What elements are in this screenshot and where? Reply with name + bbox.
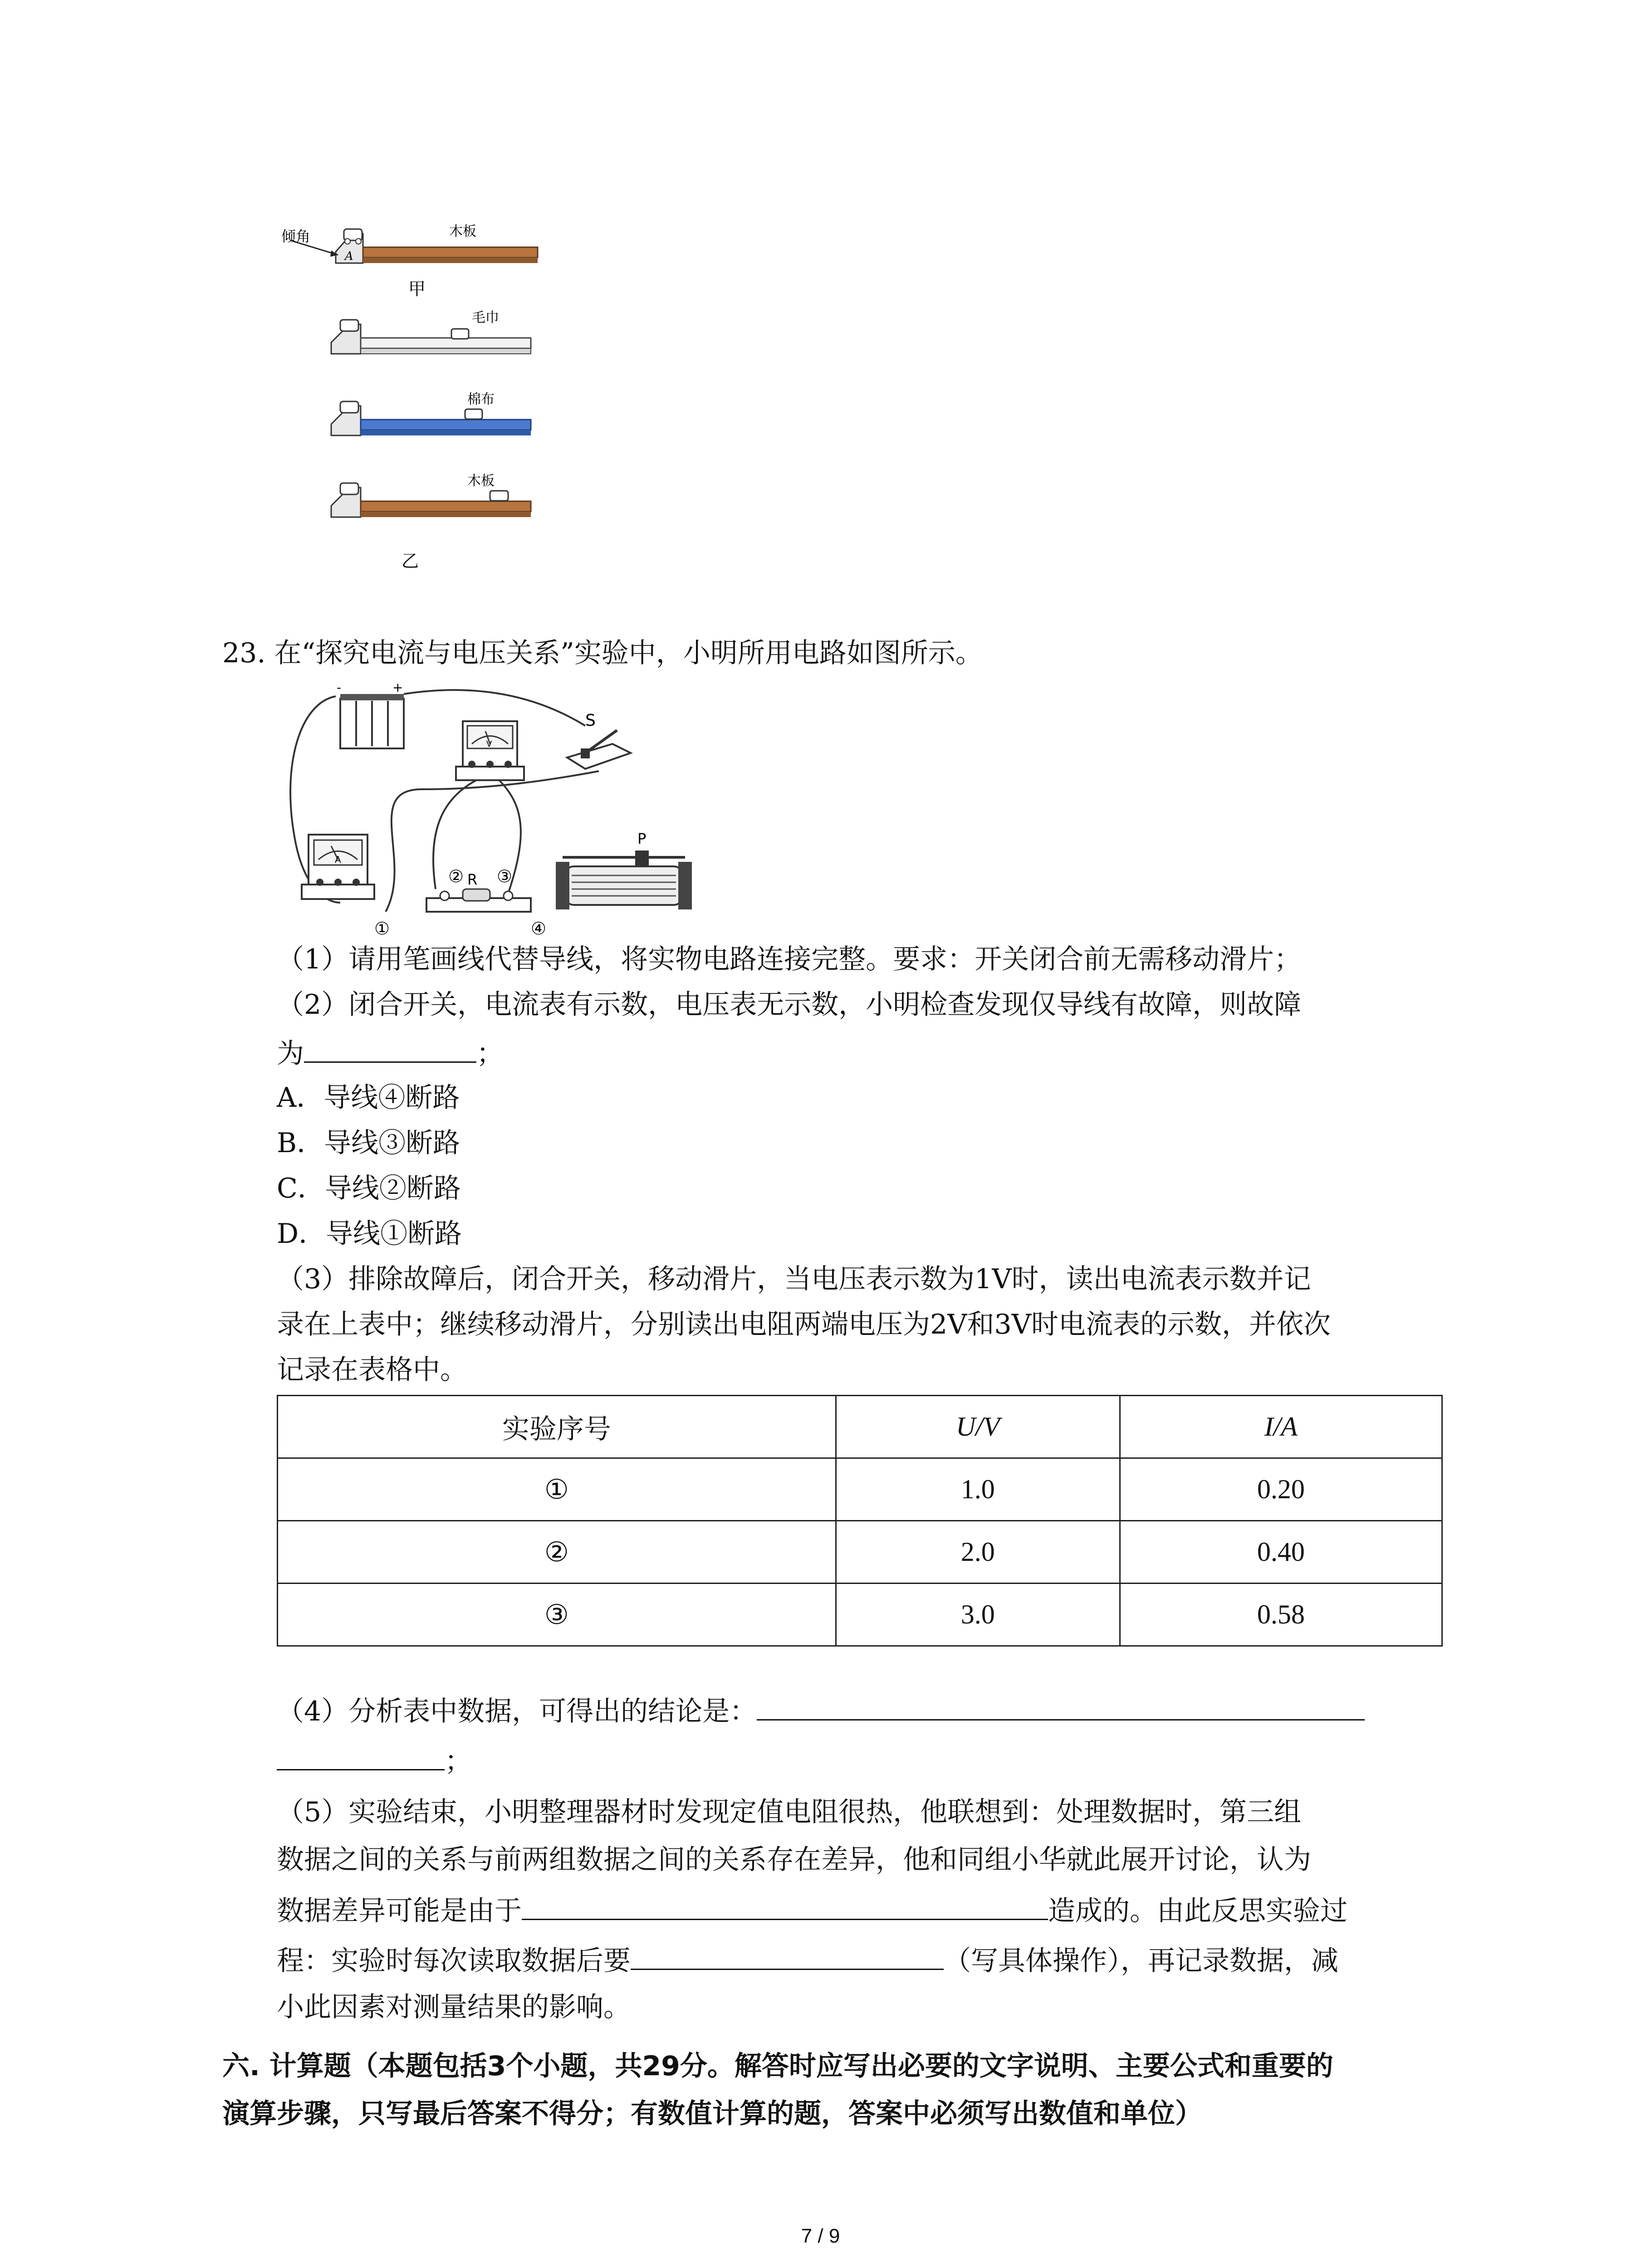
table-row bbox=[278, 1458, 1442, 1521]
answer-blank-conclusion[interactable] bbox=[757, 1687, 1365, 1721]
table-header-cell: U/V bbox=[836, 1396, 1120, 1458]
label-cotton: 棉布 bbox=[467, 391, 495, 407]
q23-part5-operation-prefix: 程：实验时每次读取数据后要 bbox=[277, 1945, 631, 1977]
svg-text:+: + bbox=[392, 680, 403, 695]
ammeter bbox=[302, 835, 374, 899]
rheostat bbox=[556, 830, 692, 909]
q23-part3-line1: （3）排除故障后，闭合开关，移动滑片，当电压表示数为1V时，读出电流表示数并记 bbox=[277, 1263, 1311, 1295]
wire-label-2: ② bbox=[448, 866, 464, 886]
label-theta: A bbox=[345, 249, 353, 263]
answer-blank-operation[interactable] bbox=[631, 1937, 944, 1970]
q23-part2-line1: （2）闭合开关，电流表有示数，电压表无示数，小明检查发现仅导线有故障，则故障 bbox=[277, 989, 1302, 1021]
q23-part5-line1: （5）实验结束，小明整理器材时发现定值电阻很热，他联想到：处理数据时，第三组 bbox=[277, 1796, 1302, 1828]
q23-part4-line1 bbox=[277, 1687, 1365, 1734]
q23-part5-line3 bbox=[277, 1887, 1347, 1934]
table-cell: 0.40 bbox=[1120, 1521, 1442, 1584]
page-number: 7 / 9 bbox=[801, 2225, 840, 2247]
q23-part5-line5: 小此因素对测量结果的影响。 bbox=[277, 1991, 631, 2023]
q23-part5-prefix: 数据差异可能是由于 bbox=[277, 1895, 522, 1927]
resistor bbox=[426, 871, 531, 912]
ammeter-unit: A bbox=[335, 854, 341, 865]
resistor-label: R bbox=[467, 871, 478, 888]
q23-part4-suffix: ； bbox=[445, 1745, 472, 1777]
section6-heading-line2: 演算步骤，只写最后答案不得分；有数值计算的题，答案中必须写出数值和单位） bbox=[222, 2098, 1202, 2130]
circuit-diagram bbox=[272, 676, 708, 948]
table-row bbox=[278, 1584, 1442, 1646]
switch-label: S bbox=[585, 711, 596, 730]
q23-part5-suffix: 造成的。由此反思实验过 bbox=[1048, 1895, 1347, 1927]
wire-label-1: ① bbox=[374, 919, 390, 938]
q23-part4-prefix: （4）分析表中数据，可得出的结论是： bbox=[277, 1696, 757, 1727]
label-board-b: 木板 bbox=[467, 473, 495, 489]
table-header-cell: I/A bbox=[1120, 1396, 1442, 1458]
answer-blank-conclusion-cont[interactable] bbox=[277, 1737, 445, 1770]
data-table bbox=[277, 1395, 1443, 1647]
table-cell: 1.0 bbox=[836, 1458, 1120, 1521]
incline-jia bbox=[290, 229, 538, 263]
option-a[interactable]: A．导线④断路 bbox=[277, 1082, 460, 1114]
incline-diagrams bbox=[272, 213, 590, 590]
q23-part5-line2: 数据之间的关系与前两组数据之间的关系存在差异，他和同组小华就此展开讨论，认为 bbox=[277, 1844, 1311, 1876]
slider-label: P bbox=[637, 830, 647, 847]
section6-heading-line1: 六. 计算题（本题包括3个小题，共29分。解答时应写出必要的文字说明、主要公式和重要的 bbox=[222, 2050, 1333, 2082]
label-towel: 毛巾 bbox=[472, 310, 499, 326]
q23-part1: （1）请用笔画线代替导线，将实物电路连接完整。要求：开关闭合前无需移动滑片； bbox=[277, 943, 1302, 975]
option-d[interactable]: D．导线①断路 bbox=[277, 1218, 462, 1250]
option-c[interactable]: C．导线②断路 bbox=[277, 1173, 461, 1204]
table-header-cell: 实验序号 bbox=[278, 1396, 836, 1458]
option-b[interactable]: B．导线③断路 bbox=[277, 1127, 460, 1159]
q23-part2-prefix: 为 bbox=[277, 1038, 304, 1070]
label-angle: 倾角 bbox=[281, 228, 311, 245]
q23-part5-line4 bbox=[277, 1937, 1338, 1984]
voltmeter-unit: V bbox=[486, 739, 492, 749]
q23-part4-line2 bbox=[277, 1737, 472, 1784]
table-cell: ③ bbox=[278, 1584, 836, 1646]
table-cell: 2.0 bbox=[836, 1521, 1120, 1584]
incline-cotton bbox=[331, 401, 531, 435]
table-cell: ① bbox=[278, 1458, 836, 1521]
answer-blank-fault[interactable] bbox=[304, 1030, 476, 1063]
figure-circuit bbox=[272, 676, 708, 948]
svg-text:-: - bbox=[337, 680, 342, 695]
caption-yi: 乙 bbox=[402, 551, 419, 571]
answer-blank-cause[interactable] bbox=[522, 1887, 1048, 1920]
battery bbox=[337, 680, 404, 748]
table-cell: 0.20 bbox=[1120, 1458, 1442, 1521]
wire-label-3: ③ bbox=[497, 866, 513, 886]
q23-part2-suffix: ； bbox=[476, 1038, 504, 1070]
label-board-a: 木板 bbox=[449, 224, 476, 240]
incline-board-b bbox=[331, 483, 531, 517]
q23-part2-line2 bbox=[277, 1030, 504, 1076]
figure-incline-experiment bbox=[272, 213, 590, 590]
q23-part5-operation-suffix: （写具体操作），再记录数据，减 bbox=[944, 1945, 1338, 1977]
voltmeter bbox=[456, 721, 524, 780]
q23-stem: 23. 在“探究电流与电压关系”实验中，小明所用电路如图所示。 bbox=[222, 637, 983, 669]
table-cell: ② bbox=[278, 1521, 836, 1584]
q23-part3-line3: 记录在表格中。 bbox=[277, 1354, 467, 1386]
table-header-row bbox=[278, 1396, 1442, 1458]
wire-label-4: ④ bbox=[531, 919, 547, 938]
table-cell: 0.58 bbox=[1120, 1584, 1442, 1646]
incline-towel bbox=[331, 320, 531, 354]
caption-jia: 甲 bbox=[408, 279, 426, 299]
table-row bbox=[278, 1521, 1442, 1584]
table-cell: 3.0 bbox=[836, 1584, 1120, 1646]
q23-part3-line2: 录在上表中；继续移动滑片，分别读出电阻两端电压为2V和3V时电流表的示数，并依次 bbox=[277, 1309, 1331, 1340]
